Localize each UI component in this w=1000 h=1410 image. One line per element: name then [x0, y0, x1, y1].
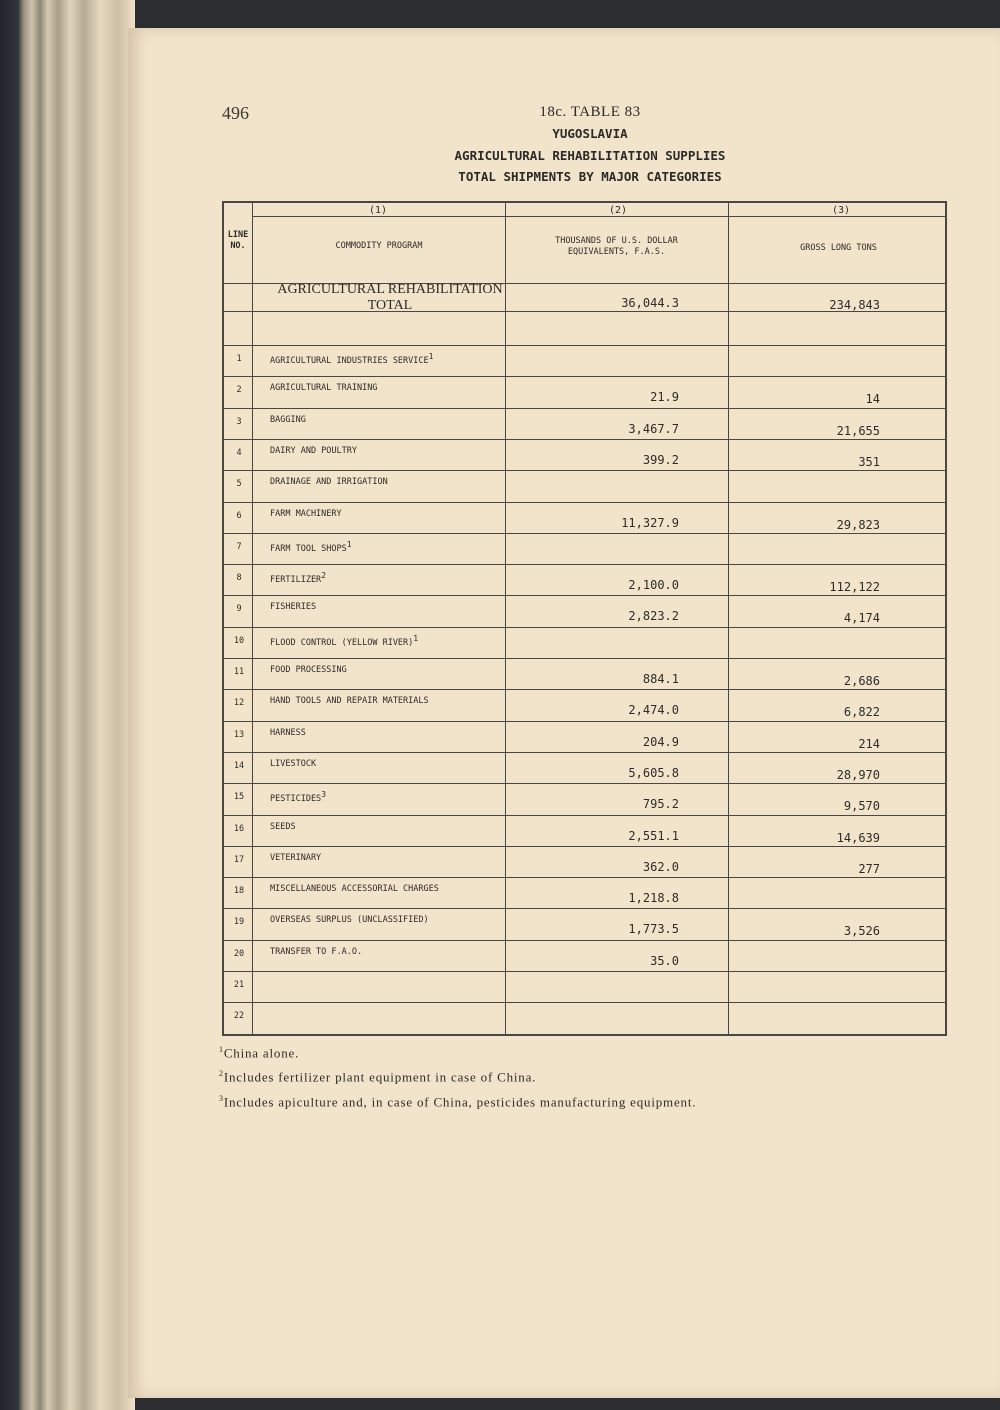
row-line-number: 2: [236, 385, 242, 396]
table-title: AGRICULTURAL REHABILITATION SUPPLIES: [454, 148, 726, 163]
book-page-edges: [0, 0, 135, 1410]
tons-value: 4,174: [843, 611, 880, 626]
col3-number: (3): [832, 205, 851, 216]
dollar-value: 35.0: [650, 953, 679, 968]
row-line-number: 1: [236, 354, 242, 364]
row-divider: [224, 752, 945, 753]
commodity-program: FISHERIES: [270, 602, 317, 613]
tons-value: 6,822: [843, 705, 880, 720]
row-divider: [224, 1002, 945, 1003]
row-divider: [224, 971, 945, 972]
gross-long-tons-header: GROSS LONG TONS: [800, 243, 877, 253]
row-line-number: 3: [236, 416, 242, 427]
tons-value: 14,639: [836, 830, 880, 845]
dollar-value: 795.2: [642, 797, 679, 812]
row-divider: [224, 877, 945, 878]
footnote-mark: 2: [219, 1069, 224, 1079]
commodity-program: FERTILIZER$^2$: [270, 571, 327, 585]
dollar-value: 3,467.7: [628, 421, 679, 436]
row-line-number: 4: [236, 447, 242, 458]
row-line-number: 5: [236, 479, 242, 490]
commodity-program: TRANSFER TO F.A.O.: [270, 946, 363, 957]
tons-value: 112,122: [829, 580, 880, 595]
footnote: [219, 1088, 696, 1112]
dollar-value: 2,823.2: [628, 609, 679, 624]
row-divider: [224, 908, 945, 909]
dollar-value: 884.1: [642, 672, 679, 686]
commodity-program: LIVESTOCK: [270, 758, 317, 769]
row-divider: [224, 470, 945, 471]
footnote-text: China alone.: [223, 1045, 300, 1061]
footnote-marker: 2: [321, 571, 327, 581]
tons-value: 28,970: [836, 767, 880, 782]
row-line-number: 14: [233, 760, 245, 771]
country-title: YUGOSLAVIA: [552, 126, 628, 141]
row-divider: [224, 439, 945, 440]
dollar-value: 21.9: [650, 390, 679, 405]
row-divider: [224, 940, 945, 941]
tons-value: 29,823: [836, 517, 880, 532]
row-line-number: 11: [233, 667, 245, 677]
tons-value: 21,655: [836, 423, 880, 438]
row-divider: [224, 815, 945, 816]
tons-value: 2,686: [843, 674, 880, 688]
row-line-number: 15: [233, 792, 245, 803]
row-line-number: 18: [233, 886, 245, 897]
footnotes: [219, 1039, 696, 1112]
row-divider: [224, 783, 945, 784]
commodity-program: AGRICULTURAL INDUSTRIES SERVICE$^1$: [270, 352, 434, 366]
footnote-text: Includes apiculture and, in case of China, pesticides manufacturing equipment.: [223, 1093, 697, 1109]
row-divider: [224, 627, 945, 628]
commodity-program: HAND TOOLS AND REPAIR MATERIALS: [270, 696, 429, 707]
dollar-value: 2,100.0: [628, 578, 679, 593]
row-line-number: 6: [236, 510, 242, 521]
commodity-program: PESTICIDES$^3$: [270, 790, 327, 805]
commodity-program-header: COMMODITY PROGRAM: [335, 241, 423, 251]
row-line-number: 9: [236, 604, 242, 615]
row-line-number: 7: [236, 541, 242, 552]
total-label: AGRICULTURAL REHABILITATION TOTAL: [277, 282, 503, 313]
line-no-header: LINE NO.: [227, 230, 249, 251]
table-id: 18c. TABLE 83: [539, 104, 641, 120]
row-line-number: 16: [233, 823, 245, 834]
tons-value: 214: [858, 736, 880, 751]
row-divider: [224, 408, 945, 409]
commodity-program: SEEDS: [270, 821, 296, 832]
commodity-program: DAIRY AND POULTRY: [270, 445, 357, 456]
commodity-program: FARM MACHINERY: [270, 508, 342, 519]
dollar-value: 5,605.8: [628, 765, 679, 780]
row-line-number: 8: [236, 573, 242, 584]
tons-value: 3,526: [843, 924, 880, 939]
row-line-number: 20: [233, 948, 245, 959]
commodity-program: FLOOD CONTROL (YELLOW RIVER)$^1$: [270, 633, 419, 648]
footnote-text: Includes fertilizer plant equipment in case of China.: [223, 1069, 537, 1085]
commodity-program: MISCELLANEOUS ACCESSORIAL CHARGES: [270, 884, 439, 895]
row-divider: [224, 689, 945, 690]
footnote-mark: 1: [219, 1045, 224, 1054]
footnote-marker: 1: [413, 633, 419, 643]
tons-value: 14: [865, 392, 880, 407]
commodity-program: FOOD PROCESSING: [270, 665, 347, 675]
tons-value: 351: [858, 454, 880, 469]
commodity-program: FARM TOOL SHOPS$^1$: [270, 539, 352, 554]
row-divider: [224, 502, 945, 503]
dollar-value: 11,327.9: [621, 515, 679, 530]
row-line-number: 12: [233, 698, 245, 709]
dollar-value: 399.2: [642, 452, 679, 467]
total-dollars: 36,044.3: [621, 296, 679, 310]
footnote-mark: 3: [219, 1093, 224, 1103]
col2-number: (2): [609, 205, 628, 216]
data-table: [222, 201, 947, 1036]
page-number: 496: [222, 103, 249, 123]
dollar-value: 1,218.8: [628, 891, 679, 906]
commodity-program: HARNESS: [270, 727, 306, 738]
row-line-number: 17: [233, 854, 245, 865]
dollar-value: 1,773.5: [628, 922, 679, 937]
col1-number: (1): [369, 205, 388, 216]
commodity-program: BAGGING: [270, 414, 306, 425]
footnote-marker: 3: [321, 790, 327, 800]
row-line-number: 19: [233, 917, 245, 928]
footnote: [219, 1039, 696, 1063]
row-divider: [224, 721, 945, 722]
dollar-value: 362.0: [642, 859, 679, 874]
row-divider: [224, 658, 945, 659]
row-line-number: 21: [233, 980, 245, 990]
dollar-equivalents-header: THOUSANDS OF U.S. DOLLAR EQUIVALENTS, F.A.S.: [555, 236, 678, 257]
total-tons: 234,843: [829, 298, 880, 312]
commodity-program: VETERINARY: [270, 852, 322, 863]
row-divider: [224, 595, 945, 596]
dollar-value: 2,551.1: [628, 828, 679, 843]
footnote-marker: 1: [428, 352, 434, 361]
tons-value: 9,570: [843, 799, 880, 814]
table-subtitle: TOTAL SHIPMENTS BY MAJOR CATEGORIES: [458, 169, 722, 184]
row-divider: [224, 846, 945, 847]
row-line-number: 13: [233, 729, 245, 740]
footnote: [219, 1063, 696, 1087]
row-divider: [224, 564, 945, 565]
dollar-value: 204.9: [642, 734, 679, 749]
commodity-program: DRAINAGE AND IRRIGATION: [270, 477, 388, 488]
row-line-number: 10: [233, 635, 245, 646]
footnote-marker: 1: [346, 539, 352, 549]
dollar-value: 2,474.0: [628, 703, 679, 718]
commodity-program: OVERSEAS SURPLUS (UNCLASSIFIED): [270, 915, 429, 926]
row-divider: [224, 376, 945, 377]
row-line-number: 22: [233, 1011, 245, 1022]
tons-value: 277: [858, 861, 880, 876]
commodity-program: AGRICULTURAL TRAINING: [270, 383, 378, 394]
row-divider: [224, 533, 945, 534]
